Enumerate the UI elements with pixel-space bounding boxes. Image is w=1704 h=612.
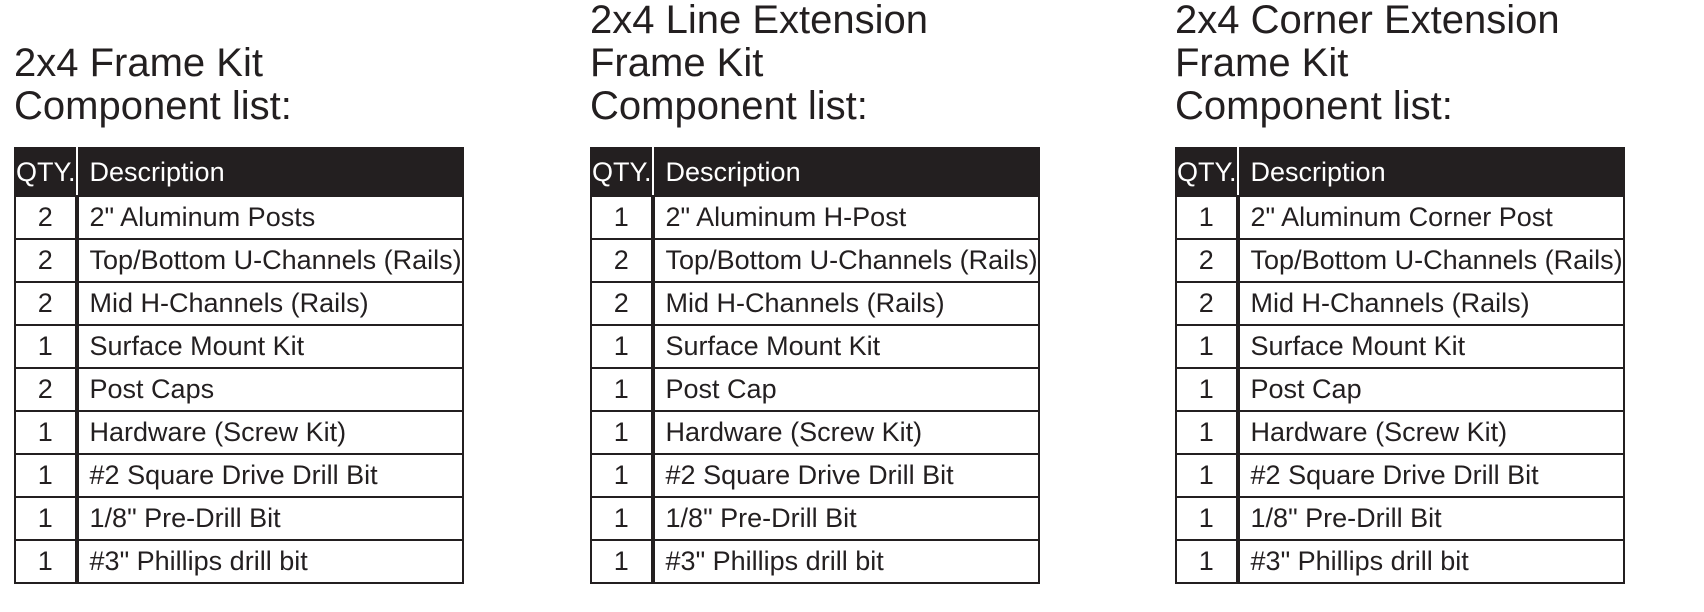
description-cell: Post Caps xyxy=(77,368,463,411)
table-row xyxy=(591,368,1039,411)
kit-title xyxy=(590,0,928,128)
qty-cell: 1 xyxy=(15,454,77,497)
qty-cell: 2 xyxy=(15,239,77,282)
table-row xyxy=(1176,497,1624,540)
table-row xyxy=(1176,196,1624,239)
qty-cell: 1 xyxy=(591,196,653,239)
table-row xyxy=(591,540,1039,583)
qty-column-header: QTY. xyxy=(15,148,77,196)
qty-cell: 1 xyxy=(15,497,77,540)
table-header-row xyxy=(591,148,1039,196)
component-table xyxy=(1175,147,1625,584)
table-row xyxy=(15,196,463,239)
description-cell: 2" Aluminum H-Post xyxy=(653,196,1039,239)
description-cell: Top/Bottom U-Channels (Rails) xyxy=(653,239,1039,282)
description-column-header: Description xyxy=(77,148,463,196)
table-row xyxy=(15,540,463,583)
qty-cell: 2 xyxy=(15,282,77,325)
description-cell: Post Cap xyxy=(653,368,1039,411)
qty-cell: 1 xyxy=(15,325,77,368)
table-row xyxy=(591,454,1039,497)
description-cell: Hardware (Screw Kit) xyxy=(77,411,463,454)
table-row xyxy=(15,368,463,411)
description-cell: #3" Phillips drill bit xyxy=(1238,540,1624,583)
table-row xyxy=(15,325,463,368)
qty-cell: 1 xyxy=(591,368,653,411)
qty-cell: 1 xyxy=(1176,497,1238,540)
table-row xyxy=(1176,239,1624,282)
kit-title xyxy=(1175,0,1560,128)
description-cell: Hardware (Screw Kit) xyxy=(653,411,1039,454)
table-row xyxy=(1176,282,1624,325)
table-row xyxy=(1176,325,1624,368)
description-cell: Top/Bottom U-Channels (Rails) xyxy=(1238,239,1624,282)
table-row xyxy=(591,196,1039,239)
qty-cell: 2 xyxy=(591,239,653,282)
description-cell: Hardware (Screw Kit) xyxy=(1238,411,1624,454)
kit-title-line: Frame Kit xyxy=(590,41,764,85)
description-cell: Surface Mount Kit xyxy=(1238,325,1624,368)
table-row xyxy=(591,282,1039,325)
kit-title xyxy=(14,42,292,128)
table-row xyxy=(1176,368,1624,411)
qty-cell: 1 xyxy=(591,325,653,368)
qty-cell: 1 xyxy=(1176,540,1238,583)
qty-cell: 1 xyxy=(1176,368,1238,411)
kit-title-line: 2x4 Frame Kit xyxy=(14,41,263,85)
description-cell: #2 Square Drive Drill Bit xyxy=(653,454,1039,497)
component-table xyxy=(14,147,464,584)
qty-cell: 1 xyxy=(591,454,653,497)
table-row xyxy=(15,282,463,325)
table-row xyxy=(591,411,1039,454)
table-row xyxy=(1176,411,1624,454)
kit-title-line: 2x4 Line Extension xyxy=(590,0,929,42)
table-row xyxy=(591,497,1039,540)
description-cell: #2 Square Drive Drill Bit xyxy=(77,454,463,497)
table-row xyxy=(1176,540,1624,583)
description-cell: 2" Aluminum Posts xyxy=(77,196,463,239)
description-column-header: Description xyxy=(653,148,1039,196)
table-row xyxy=(15,239,463,282)
qty-cell: 1 xyxy=(15,540,77,583)
description-cell: Mid H-Channels (Rails) xyxy=(653,282,1039,325)
qty-cell: 2 xyxy=(1176,239,1238,282)
table-row xyxy=(15,497,463,540)
qty-cell: 1 xyxy=(15,411,77,454)
description-cell: #3" Phillips drill bit xyxy=(77,540,463,583)
table-row xyxy=(15,454,463,497)
description-cell: 2" Aluminum Corner Post xyxy=(1238,196,1624,239)
qty-cell: 1 xyxy=(1176,411,1238,454)
table-row xyxy=(591,239,1039,282)
table-row xyxy=(15,411,463,454)
description-column-header: Description xyxy=(1238,148,1624,196)
qty-column-header: QTY. xyxy=(591,148,653,196)
description-cell: Post Cap xyxy=(1238,368,1624,411)
qty-cell: 2 xyxy=(15,196,77,239)
description-cell: 1/8" Pre-Drill Bit xyxy=(653,497,1039,540)
qty-cell: 2 xyxy=(1176,282,1238,325)
table-row xyxy=(1176,454,1624,497)
description-cell: Surface Mount Kit xyxy=(653,325,1039,368)
qty-cell: 1 xyxy=(1176,454,1238,497)
table-header-row xyxy=(1176,148,1624,196)
qty-cell: 1 xyxy=(591,497,653,540)
description-cell: #3" Phillips drill bit xyxy=(653,540,1039,583)
description-cell: 1/8" Pre-Drill Bit xyxy=(77,497,463,540)
qty-column-header: QTY. xyxy=(1176,148,1238,196)
description-cell: Surface Mount Kit xyxy=(77,325,463,368)
description-cell: #2 Square Drive Drill Bit xyxy=(1238,454,1624,497)
kit-title-line: Component list: xyxy=(1175,84,1453,128)
description-cell: Mid H-Channels (Rails) xyxy=(1238,282,1624,325)
qty-cell: 1 xyxy=(591,411,653,454)
description-cell: 1/8" Pre-Drill Bit xyxy=(1238,497,1624,540)
qty-cell: 2 xyxy=(591,282,653,325)
kit-title-line: Component list: xyxy=(590,84,868,128)
table-row xyxy=(591,325,1039,368)
component-table xyxy=(590,147,1040,584)
table-header-row xyxy=(15,148,463,196)
qty-cell: 1 xyxy=(591,540,653,583)
qty-cell: 1 xyxy=(1176,196,1238,239)
description-cell: Mid H-Channels (Rails) xyxy=(77,282,463,325)
kit-title-line: Frame Kit xyxy=(1175,41,1349,85)
qty-cell: 2 xyxy=(15,368,77,411)
qty-cell: 1 xyxy=(1176,325,1238,368)
kit-title-line: Component list: xyxy=(14,84,292,128)
description-cell: Top/Bottom U-Channels (Rails) xyxy=(77,239,463,282)
kit-title-line: 2x4 Corner Extension xyxy=(1175,0,1560,42)
